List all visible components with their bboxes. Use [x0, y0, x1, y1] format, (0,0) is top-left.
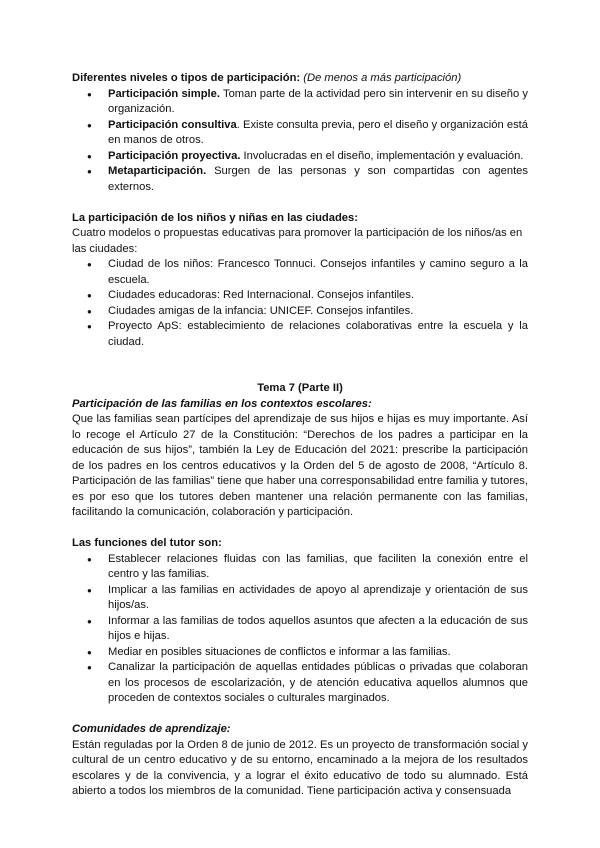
list-item — [72, 118, 528, 149]
list-item: ● Canalizar la participación de aquellas entidades públicas o privadas que colaboran en los procesos de escolarización, y de atención educativa aquellos alumnos que proceden de contextos sociales o culturales marginados. — [72, 660, 528, 707]
cities-list — [72, 257, 528, 350]
list-item: ● Mediar en posibles situaciones de conflictos e informar a las familias. — [72, 645, 528, 661]
list-item: ● Informar a las familias de todos aquellos asuntos que afecten a la educación de sus hijos e hijas. — [72, 614, 528, 645]
list-item: ● Implicar a las familias en actividades de apoyo al aprendizaje y orientación de sus hijos/as. — [72, 583, 528, 614]
levels-heading-title: Diferentes niveles o tipos de participación: — [72, 72, 301, 84]
families-paragraph: Que las familias sean partícipes del aprendizaje de sus hijos e hijas es muy importante. Así lo recoge el Artículo 27 de la Constitución: “Derechos de los padres a participar en la educación de sus hijos”, también la Ley de Educación del 2021: prescribe la participación de los padres en los centros educativos y la Orden del 5 de agosto de 2008, “Artículo 8. Participación de las familias” tiene que haber una corresponsabilidad entre familia y tutores, es por eso que los tutores deben mantener una relación permanente con las familias, facilitando la comunicación, colaboración y participación. — [72, 413, 528, 518]
list-item: ● Ciudades educadoras: Red Internacional. Consejos infantiles. — [72, 288, 528, 304]
list-item: ● Ciudad de los niños: Francesco Tonnuci. Consejos infantiles y camino seguro a la escuela. — [72, 257, 528, 288]
families-heading: Participación de las familias en los contextos escolares: — [72, 397, 372, 410]
levels-list — [72, 87, 528, 196]
tutor-list — [72, 552, 528, 707]
level-text: Toman parte de la actividad pero sin intervenir en su diseño y organización. — [108, 87, 528, 115]
list-item — [72, 87, 528, 118]
list-item: ● Establecer relaciones fluidas con las familias, que faciliten la conexión entre el centro y las familias. — [72, 552, 528, 583]
cities-heading: La participación de los niños y niñas en las ciudades: — [72, 211, 358, 224]
list-item: ● Ciudades amigas de la infancia: UNICEF. Consejos infantiles. — [72, 304, 528, 320]
level-text: . Existe consulta previa, pero el diseño y organización está en manos de otros. — [108, 118, 528, 146]
level-term: Participación simple. — [108, 87, 220, 100]
list-item — [72, 149, 528, 165]
list-item — [72, 164, 528, 195]
level-term: Participación consultiva — [108, 118, 237, 131]
levels-heading — [72, 71, 528, 87]
levels-heading-note: (De menos a más participación) — [303, 72, 462, 84]
community-heading: Comunidades de aprendizaje: — [72, 723, 231, 735]
tutor-heading: Las funciones del tutor son: — [72, 537, 222, 549]
community-paragraph: Están reguladas por la Orden 8 de junio de 2012. Es un proyecto de transformación social y cultural de un centro educativo y de su entorno, encaminado a la mejora de los resultados escolares y de la convivencia, y a lograr el éxito educativo de todo su alumnado. Está abierto a todos los miembros de la comunidad. Tiene participación activa y consensuada — [72, 738, 528, 797]
level-term: Metaparticipación. — [108, 165, 207, 177]
list-item: ● Proyecto ApS: establecimiento de relaciones colaborativas entre la escuela y la ciudad. — [72, 319, 528, 350]
cities-intro: Cuatro modelos o propuestas educativas para promover la participación de los niños/as en las ciudades: — [72, 227, 523, 255]
document-page — [72, 71, 528, 800]
level-text: Involucradas en el diseño, implementación y evaluación. — [240, 149, 524, 162]
level-text: Surgen de las personas y son compartidas con agentes externos. — [108, 165, 528, 193]
topic-title: Tema 7 (Parte II) — [257, 382, 343, 394]
level-term: Participación proyectiva. — [108, 149, 241, 162]
